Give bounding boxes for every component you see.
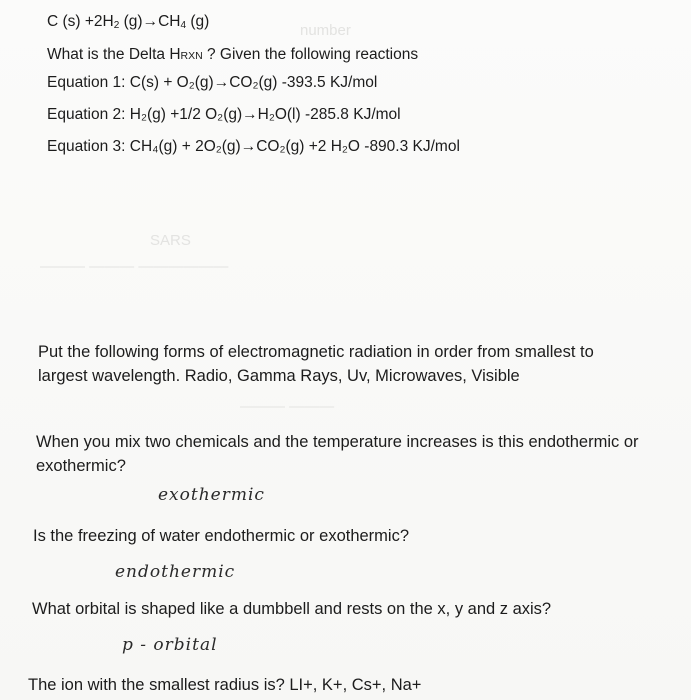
- bleed-through-text: ——— ——— ——————: [40, 258, 229, 275]
- handwritten-answer-endothermic: endothermic: [115, 562, 236, 582]
- delta-h-prompt: What is the Delta HRXN ? Given the following reactions: [47, 46, 419, 63]
- target-equation: C $(s) +2H_2$ $(g)\to CH_4$ (g): [47, 13, 210, 31]
- bleed-through-text: ——— ———: [240, 398, 335, 415]
- equation-2: Equation 2: H₂(g) +1/2 O₂(g)→H₂O(l) -285.8 KJ/mol: [47, 106, 401, 123]
- question-freezing-water: Is the freezing of water endothermic or exothermic?: [33, 527, 410, 545]
- equation-3: Equation 3: CH₄(g) + 2O₂(g)→CO₂(g) +2 H₂O -890.3 KJ/mol: [47, 138, 460, 155]
- question-mixing-chemicals: When you mix two chemicals and the temperature increases is this endothermic or exothermic?: [36, 433, 639, 475]
- handwritten-answer-p-orbital: p - orbital: [122, 635, 218, 655]
- bleed-through-text: SARS: [150, 232, 191, 249]
- question-em-radiation: Put the following forms of electromagnetic radiation in order from smallest to largest wavelength. Radio, Gamma Rays, Uv, Microwaves, Visible: [38, 343, 594, 385]
- question-smallest-ion: The ion with the smallest radius is? LI+, K+, Cs+, Na+: [28, 676, 422, 694]
- bleed-through-text: number: [300, 22, 351, 39]
- question-dumbbell-orbital: What orbital is shaped like a dumbbell and rests on the x, y and z axis?: [32, 600, 552, 618]
- equation-1: Equation 1: C(s) + O₂(g)→CO₂(g) -393.5 KJ/mol: [47, 74, 378, 91]
- handwritten-answer-exothermic: exothermic: [158, 485, 265, 505]
